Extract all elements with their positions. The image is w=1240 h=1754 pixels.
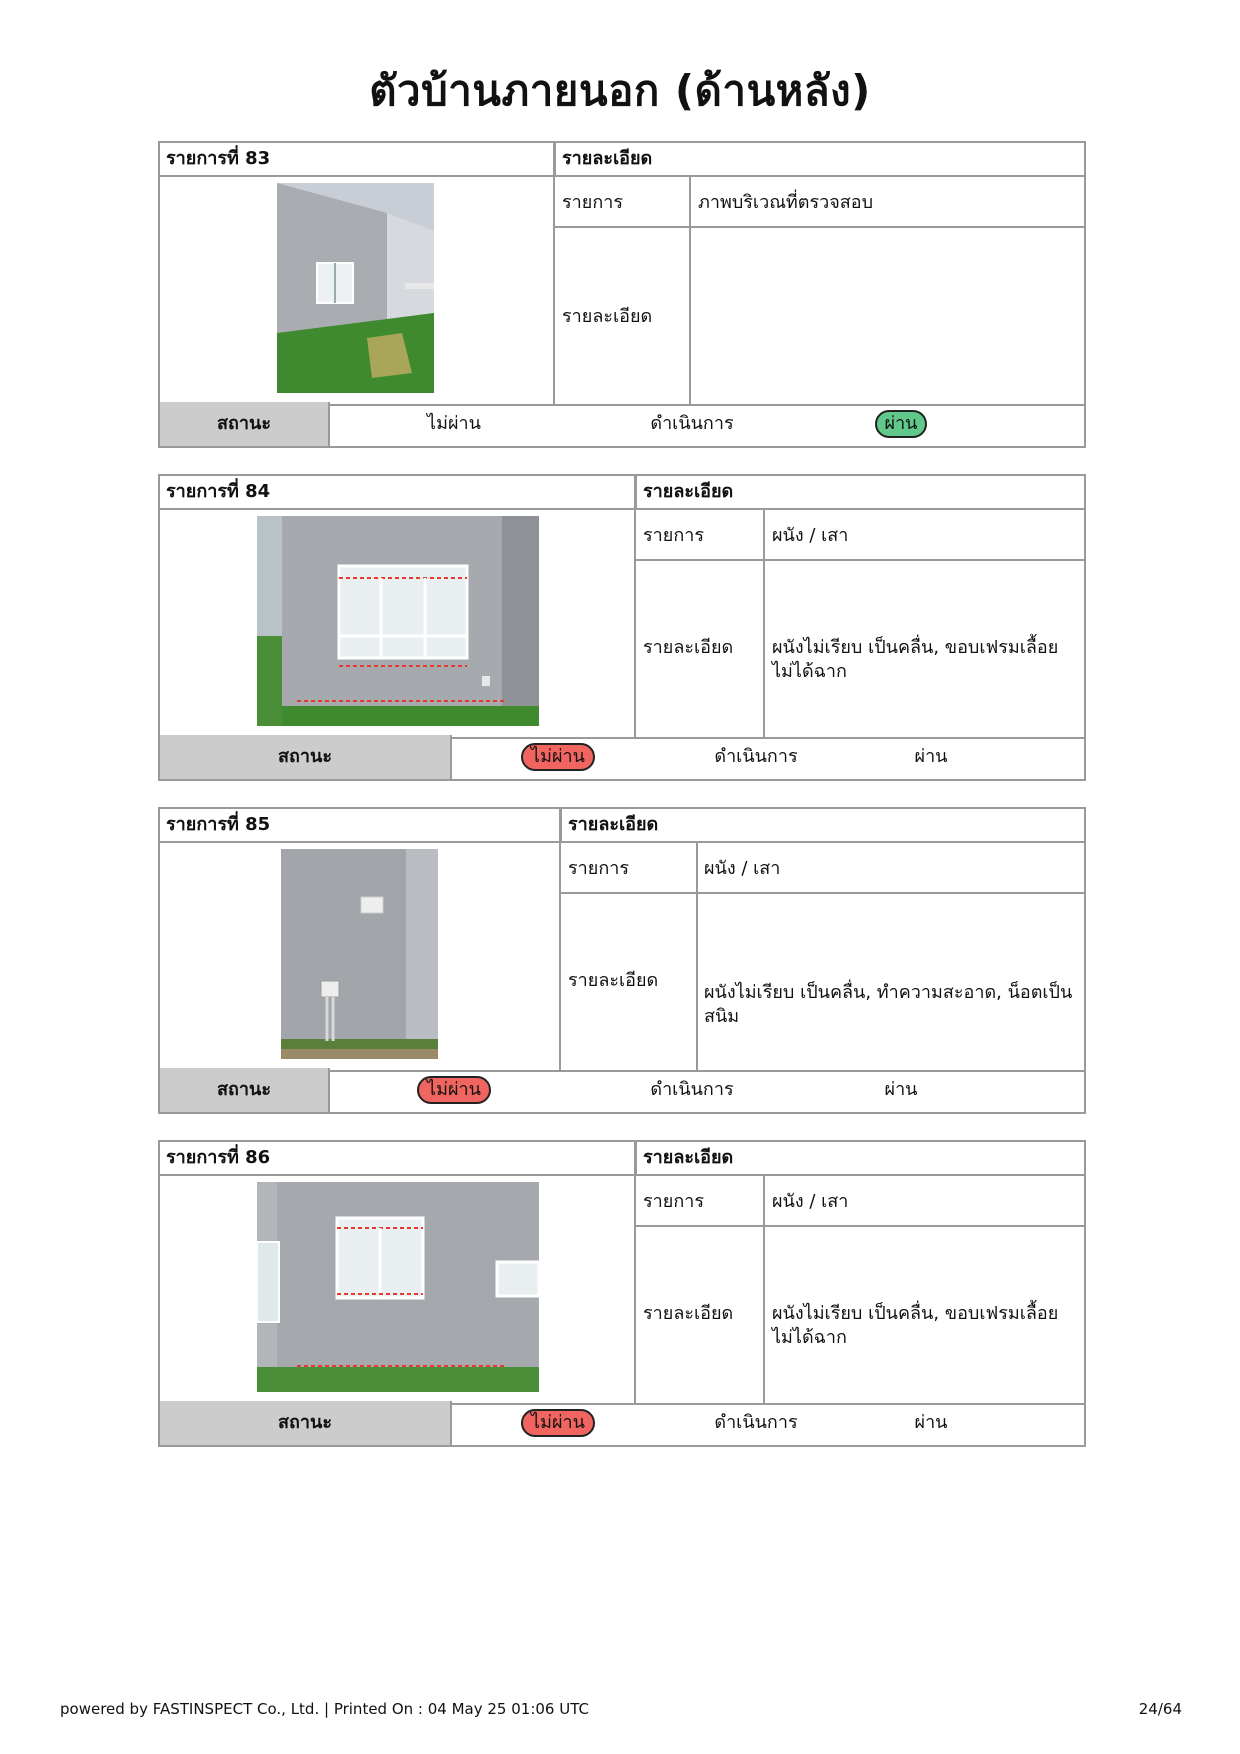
page-number: 24/64 <box>1138 1700 1182 1718</box>
detail-header: รายละเอียด <box>554 143 1084 177</box>
detail-label: รายละเอียด <box>643 1303 734 1324</box>
item-value: ผนัง / เสา <box>772 1191 849 1212</box>
item-label: รายการ <box>643 525 704 546</box>
status-row <box>160 402 1084 446</box>
status-row <box>160 1401 1084 1445</box>
inspection-photo <box>257 1182 539 1392</box>
item-heading: รายการที่ 85 <box>160 809 560 843</box>
item-label: รายการ <box>562 192 623 213</box>
inspection-photo <box>281 849 438 1059</box>
status-row <box>160 1068 1084 1112</box>
status-label: สถานะ <box>160 735 450 779</box>
page-title: ตัวบ้านภายนอก (ด้านหลัง) <box>369 66 871 115</box>
item-value: ผนัง / เสา <box>772 525 849 546</box>
status-option-fail[interactable] <box>374 1068 534 1112</box>
status-option-fail[interactable]: ไม่ผ่าน <box>427 413 481 434</box>
detail-line-1: ผนังไม่เรียบ เป็นคลื่น, ขอบเฟรมเลื้อย <box>772 1303 1059 1324</box>
status-option-in-progress[interactable]: ดำเนินการ <box>714 746 798 767</box>
item-heading: รายการที่ 86 <box>160 1142 635 1176</box>
detail-header: รายละเอียด <box>635 476 1084 510</box>
status-option-pass[interactable]: ผ่าน <box>914 1412 948 1433</box>
status-option-pass[interactable]: ผ่าน <box>884 1079 918 1100</box>
status-option-in-progress[interactable]: ดำเนินการ <box>714 1412 798 1433</box>
inspection-photo <box>277 183 434 393</box>
detail-label: รายละเอียด <box>562 306 653 327</box>
item-value: ภาพบริเวณที่ตรวจสอบ <box>698 192 873 213</box>
item-heading: รายการที่ 84 <box>160 476 635 510</box>
status-label: สถานะ <box>160 1068 328 1112</box>
status-option-fail[interactable] <box>478 1401 638 1445</box>
detail-label: รายละเอียด <box>643 637 734 658</box>
selected-status-badge: ไม่ผ่าน <box>521 1409 595 1437</box>
status-option-in-progress[interactable]: ดำเนินการ <box>650 1079 734 1100</box>
item-label: รายการ <box>643 1191 704 1212</box>
inspection-card-86 <box>158 1140 1086 1447</box>
status-option-in-progress[interactable]: ดำเนินการ <box>650 413 734 434</box>
inspection-card-83 <box>158 141 1086 448</box>
inspection-card-85 <box>158 807 1086 1114</box>
status-option-fail[interactable] <box>478 735 638 779</box>
status-option-pass[interactable]: ผ่าน <box>914 746 948 767</box>
inspection-photo <box>257 516 539 726</box>
detail-line-2: ไม่ได้ฉาก <box>772 661 847 682</box>
status-label: สถานะ <box>160 402 328 446</box>
status-option-pass[interactable] <box>821 402 981 446</box>
detail-line-2: ไม่ได้ฉาก <box>772 1327 847 1348</box>
detail-header: รายละเอียด <box>560 809 1084 843</box>
item-value: ผนัง / เสา <box>704 858 781 879</box>
detail-line-1: ผนังไม่เรียบ เป็นคลื่น, ขอบเฟรมเลื้อย <box>772 637 1059 658</box>
detail-line-1: ผนังไม่เรียบ เป็นคลื่น, ทำความสะอาด, น็อตเป็นสนิม <box>704 982 1073 1027</box>
detail-header: รายละเอียด <box>635 1142 1084 1176</box>
selected-status-badge: ไม่ผ่าน <box>417 1076 491 1104</box>
detail-label: รายละเอียด <box>568 970 659 991</box>
footer-credit: powered by FASTINSPECT Co., Ltd. | Printed On : 04 May 25 01:06 UTC <box>60 1700 589 1718</box>
status-label: สถานะ <box>160 1401 450 1445</box>
selected-status-badge: ผ่าน <box>875 410 928 438</box>
item-heading: รายการที่ 83 <box>160 143 554 177</box>
status-row <box>160 735 1084 779</box>
item-label: รายการ <box>568 858 629 879</box>
inspection-card-84 <box>158 474 1086 781</box>
selected-status-badge: ไม่ผ่าน <box>521 743 595 771</box>
